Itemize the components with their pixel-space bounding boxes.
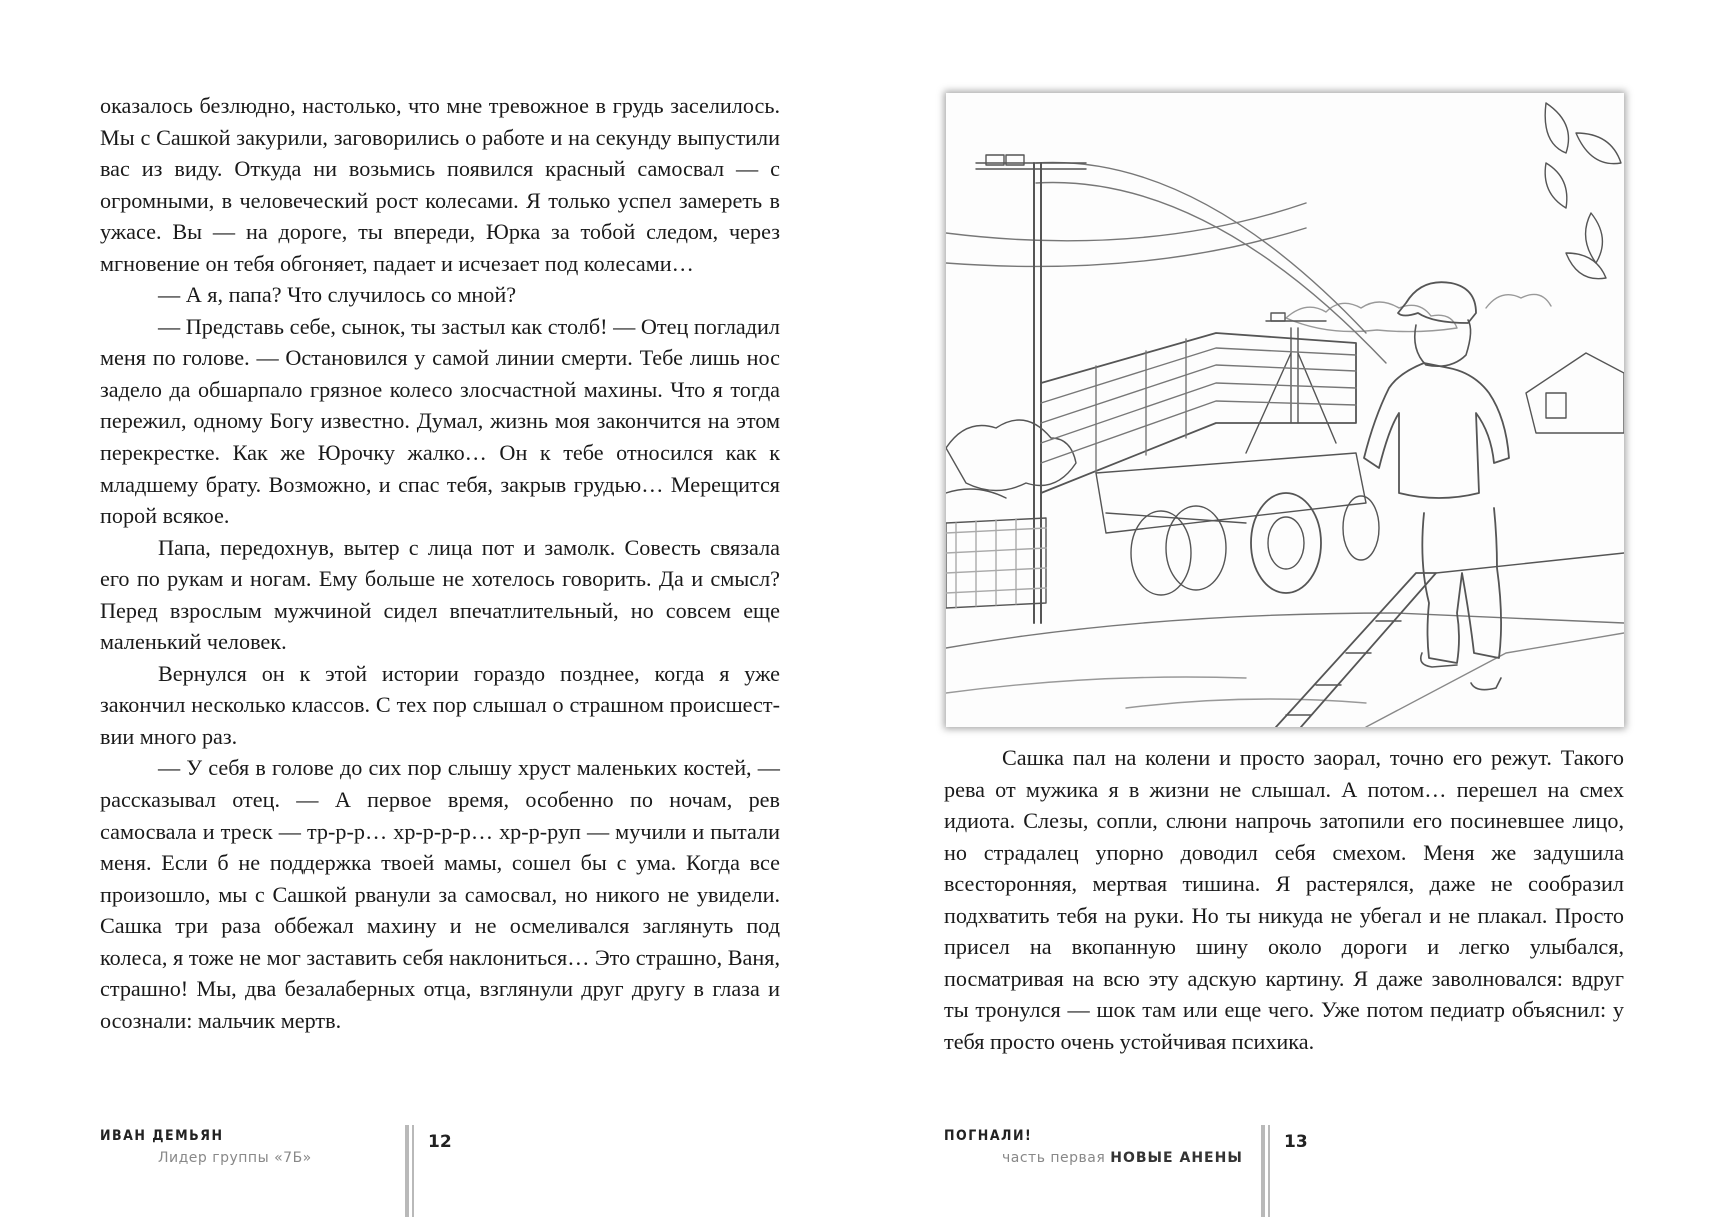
paragraph: Папа, передохнув, вытер с лица пот и замолк. Совесть связала его по рукам и ногам. Ему больше не хотелось говорить. Да и смысл? Перед взрослым мужчиной сидел впечатлительный, но совсем еще маленький человек. (100, 534, 780, 655)
footer-book-title: ПОГНАЛИ! (944, 1128, 1033, 1144)
page-number: 13 (1284, 1132, 1308, 1152)
paragraph: оказалось безлюдно, настолько, что мне тревожное в грудь заселилось. Мы с Сашкой закурили, заговорились о работе и на секунду выпустили вас из виду. Откуда ни возьмись появился красный самосвал — с огромными, в человеческий рост колесами. Я только успел замереть в ужасе. Вы — на дороге, ты впереди, Юрка за тобой следом, через мгновение он тебя обгоняет, падает и исчезает под колесами… (100, 93, 780, 276)
left-page-text (100, 90, 780, 1036)
footer-divider (1261, 1125, 1270, 1217)
footer-subtitle: Лидер группы «7Б» (158, 1150, 312, 1166)
footer-author: ИВАН ДЕМЬЯН (100, 1128, 224, 1144)
right-footer (944, 1128, 1243, 1166)
right-page (856, 0, 1713, 1217)
illustration-truck-boy (946, 93, 1624, 727)
right-page-text (944, 742, 1624, 1057)
left-footer (100, 1128, 312, 1166)
footer-part-line (944, 1150, 1243, 1166)
paragraph: Сашка пал на колени и просто заорал, точно его режут. Такого рева от мужика я в жизни не слышал. А потом… перешел на смех идиота. Слезы, сопли, слюни напрочь затопили его посиневшее лицо, но страдалец упорно доводил себя смехом. Меня же задушила всесторонняя, мертвая тишина. Я растерялся, даже не сообразил подхватить тебя на руки. Но ты никуда не убегал и не плакал. Просто присел на вкопанную шину около дороги и легко улыбался, посматривая на всю эту адскую картину. Я даже заволновался: вдруг ты тронулся — шок там или еще чего. Уже потом педиатр объяснил: у тебя просто очень устойчивая психика. (944, 745, 1624, 1054)
footer-part: часть первая (1002, 1150, 1106, 1166)
paragraph: Вернулся он к этой истории гораздо позднее, когда я уже закончил несколько классов. С тех пор слышал о страшном происшествии много раз. (100, 660, 780, 749)
footer-divider (405, 1125, 414, 1217)
paragraph: — А я, папа? Что случилось со мной? (158, 282, 517, 308)
page-number: 12 (428, 1132, 452, 1152)
paragraph: — У себя в голове до сих пор слышу хруст маленьких костей, — рассказывал отец. — А первое время, особенно по ночам, рев самосвала и треск — тр-р-р… хр-р-р-р… хр-р-руп — мучили и пытали меня. Если б не поддержка твоей мамы, сошел бы с ума. Когда все произошло, мы с Сашкой рванули за самосвал, но никого не увидели. Сашка три раза оббежал махину и не осмеливался заглянуть под колеса, я тоже не мог заставить себя наклониться… Это страшно, Ваня, страшно! Мы, два безалаберных отца, взглянули друг другу в глаза и осознали: мальчик мертв. (100, 755, 780, 1033)
footer-chapter: НОВЫЕ АНЕНЫ (1110, 1150, 1243, 1166)
paragraph: — Представь себе, сынок, ты застыл как столб! — Отец погладил меня по голове. — Остановился у самой линии смерти. Тебе лишь нос задело да обшарпало грязное колесо злосчастной махины. Что я тогда пережил, одному Богу известно. Думал, жизнь моя закончится на этом перекрестке. Как же Юрочку жалко… Он к тебе относился как к младшему брату. Возможно, и спас тебя, закрыв грудью… Мерещится порой всякое. (100, 313, 780, 529)
left-page (0, 0, 856, 1217)
